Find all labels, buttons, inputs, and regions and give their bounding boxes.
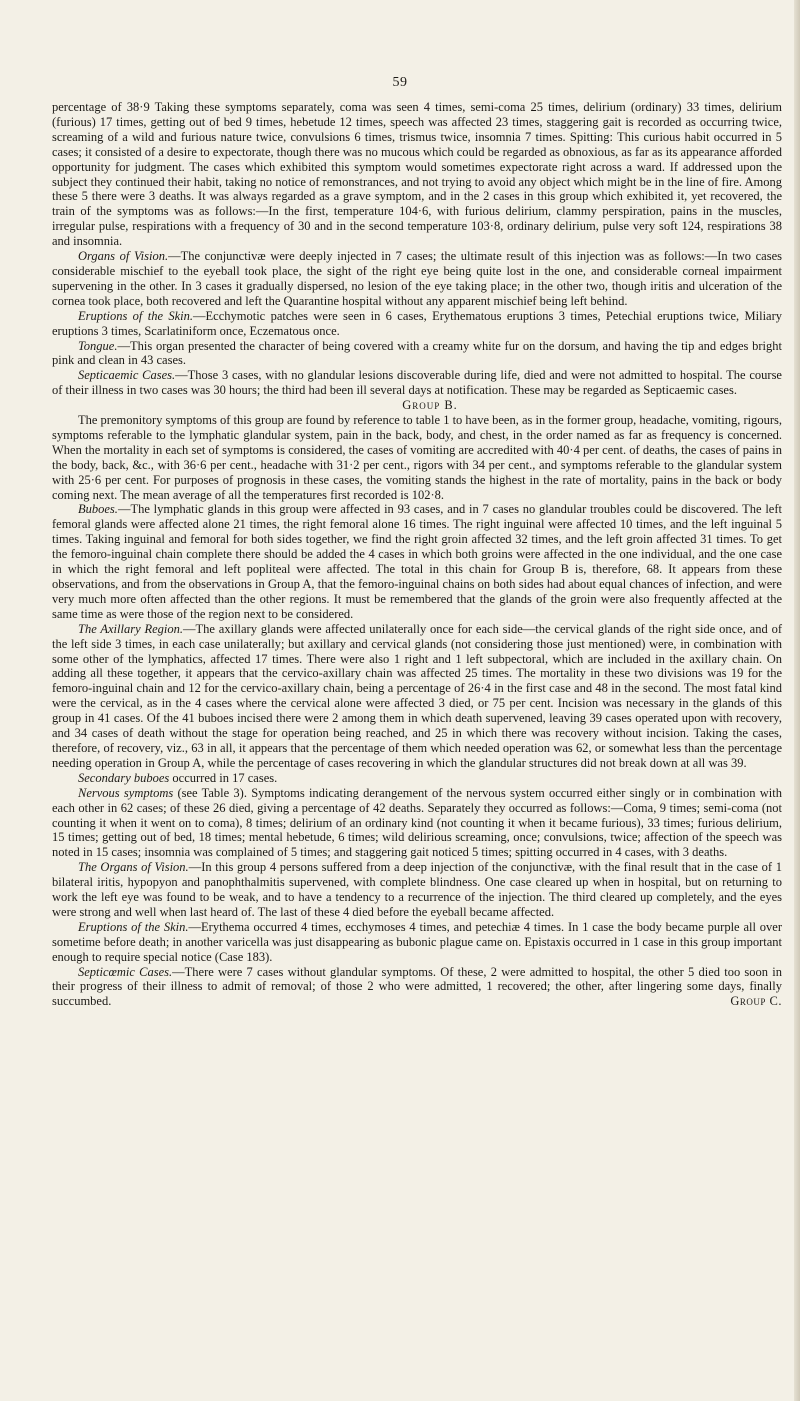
section-heading: Organs of Vision. — [78, 249, 169, 264]
section-heading: Septicœmic Cases. — [78, 964, 173, 979]
paragraph-text: —This organ presented the character of being covered with a creamy white fur on the dorsum, and having the tip and edges bright pink and clean in 43 cases. — [52, 338, 782, 368]
paragraph-text: —There were 7 cases without glandular symptoms. Of these, 2 were admitted to hospital, the other 5 died too soon in their progress of their illness to admit of removal; of those 2 who were admitted, 1 recovered; the other, after lingering some days, finally succumbed. — [52, 964, 782, 1009]
paragraph — [52, 920, 782, 965]
paragraph — [52, 309, 782, 339]
paragraph — [52, 860, 782, 920]
section-heading: Eruptions of the Skin. — [78, 919, 189, 934]
section-heading: Tongue. — [78, 338, 118, 353]
section-heading: Septicaemic Cases. — [78, 368, 176, 383]
section-heading: Eruptions of the Skin. — [78, 308, 194, 323]
paragraph-text: —The conjunctivæ were deeply injected in 7 cases; the ultimate result of this injection was as follows:—In two cases considerable mischief to the eyeball took place, the sight of the right eye being quite lost in the one, and considerable corneal impairment supervening in the other. In 3 cases it gradually dispersed, no lesion of the eye taking place; in the other two, though iritis and ulceration of the cornea took place, both recovered and left the Quarantine hospital without any apparent mischief being left behind. — [52, 249, 782, 308]
body-text — [52, 100, 782, 1009]
paragraph-text: —Erythema occurred 4 times, ecchymoses 4 times, and petechiæ 4 times. In 1 case the body became purple all over sometime before death; in another varicella was just disappearing as bubonic plague came on. Epistaxis occurred in 1 case in this group important enough to require special notice (Case 183). — [52, 919, 783, 964]
section-heading: Nervous symptoms — [78, 785, 174, 800]
paragraph — [52, 786, 782, 861]
section-heading: Secondary buboes — [78, 770, 170, 785]
paragraph: percentage of 38·9 Taking these symptoms separately, coma was seen 4 times, semi-coma 25 times, delirium (ordinary) 33 times, delirium (furious) 17 times, getting out of bed 9 times, hebetude 12 times, speech was affected 23 times, staggering gait is recorded as occurring twice, screaming of a wild and furious nature twice, convulsions 6 times, trismus twice, insomnia 7 times. Spitting: This curious habit occurred in 5 cases; it consisted of a desire to expectorate, though there was no mucous which could be regarded as obnoxious, as far as its appearance afforded opportunity for judgment. The cases which exhibited this symptom would sometimes expectorate right across a ward. If addressed upon the subject they continued their habit, taking no notice of remonstrances, and not trying to avoid any object which might be in the line of fire. Among these 5 there were 3 deaths. It was always regarded as a grave symptom, and in the 2 cases in this group which exhibited it, yet recovered, the train of the symptoms was as follows:—In the first, temperature 104·6, with furious delirium, clammy perspiration, pains in the muscles, irregular pulse, respirations with a frequency of 30 and in the second temperature 103·8, ordinary delirium, pulse very soft 124, respirations 38 and insomnia. — [52, 100, 782, 249]
group-heading: Group B. — [402, 398, 458, 413]
page-edge — [794, 0, 800, 1401]
paragraph: The premonitory symptoms of this group are found by reference to table 1 to have been, as in the former group, headache, vomiting, rigours, symptoms referable to the lymphatic glandular system, pain in the back, body, and chest, in the order named as far as frequency is concerned. When the mortality in each set of symptoms is considered, the cases of vomiting are accredited with 40·4 per cent. of deaths, the cases of pains in the body, back, &c., with 36·6 per cent., headache with 31·2 per cent., rigors with 34 per cent., and symptoms referable to the glandular system with 25·6 per cent. For purposes of prognosis in these cases, the vomiting stands the highest in the rate of mortality, pains in the back or body coming next. The mean average of all the temperatures first recorded is 102·8. — [52, 413, 782, 502]
paragraph-text: —Those 3 cases, with no glandular lesions discoverable during life, died and were not admitted to hospital. The course of their illness in two cases was 30 hours; the third had been ill several days at notification. These may be regarded as Septicaemic cases. — [52, 368, 782, 398]
paragraph — [52, 965, 782, 1010]
group-heading-next: Group C. — [730, 994, 782, 1009]
paragraph-text: (see Table 3). Symptoms indicating derangement of the nervous system occurred either singly or in combination with each other in 62 cases; of these 26 died, giving a percentage of 42 deaths. Separately they occurred as follows:—Coma, 9 times; semi-coma (not counting it when it went on to coma), 8 times; delirium of an ordinary kind (not counting it when it became furious), 33 times; furious delirium, 15 times; getting out of bed, 18 times; mental hebetude, 6 times; wild delirious screaming, once; convulsions, twice; affection of the speech was noted in 15 cases; insomnia was complained of 5 times; and staggering gait noticed 5 times; spitting occurred in 4 cases, with 3 deaths. — [52, 785, 782, 860]
paragraph — [52, 339, 782, 369]
paragraph-text: —The lymphatic glands in this group were affected in 93 cases, and in 7 cases no glandular troubles could be discovered. The left femoral glands were affected alone 21 times, the right femoral alone 16 times. The right inguinal were affected 10 times, and the left inguinal 5 times. Taking inguinal and femoral for both sides together, we find the right groin affected 32 times, and the left groin affected 31 times. To get the femoro-inguinal chain complete there should be added the 4 cases in which both groins were affected in the one individual, and the one case in which the right femoral and left popliteal were affected. The total in this chain for Group B is, therefore, 68. It appears from these observations, and from the observations in Group A, that the femoro-inguinal chains on both sides had about equal chances of infection, and were very much more often affected than the other regions. It must be remembered that the glands of the groin were also frequently affected at the same time as were those of the region next to be considered. — [52, 502, 782, 621]
paragraph-text: —Ecchymotic patches were seen in 6 cases, Erythematous eruptions 3 times, Petechial eruptions twice, Miliary eruptions 3 times, Scarlatiniform once, Eczematous once. — [52, 308, 783, 338]
paragraph-text: —The axillary glands were affected unilaterally once for each side—the cervical glands of the right side once, and of the left side 3 times, in each case unilaterally; but axillary and cervical glands (not considering those just mentioned) were, in combination with some other of the lymphatics, affected 17 times. There were also 1 right and 1 left subpectoral, which are included in the axillary chain. On adding all these together, it appears that the cervico-axillary chain was affected 25 times. The mortality in these two divisions was 19 for the femoro-inguinal chain and 12 for the cervico-axillary chain, being a percentage of 26·4 in the first case and 48 in the second. The most fatal kind were the cervical, as in the 4 cases where the cervical alone were affected 3 died, or 75 per cent. Incision was necessary in the glands of this group in 41 cases. Of the 41 buboes incised there were 2 among them in which death supervened, leaving 39 cases operated upon with recovery, and 34 cases of death without the stage for operation being reached, and 25 in which there was recovery without incision. Taking the cases, therefore, of recovery, viz., 63 in all, it appears that the percentage of them which needed operation was 62, or somewhat less than the percentage needing operation in Group A, while the percentage of cases recovering in which the glandular structures did not break down at all was 39. — [52, 621, 782, 770]
section-heading: Buboes. — [78, 502, 118, 517]
paragraph — [52, 622, 782, 771]
paragraph — [52, 502, 782, 621]
page-number: 59 — [392, 75, 408, 90]
paragraph — [52, 368, 782, 398]
section-heading: The Axillary Region. — [78, 621, 184, 636]
paragraph — [52, 249, 782, 309]
paragraph-text: —In this group 4 persons suffered from a deep injection of the conjunctivæ, with the final result that in the case of 1 bilateral iritis, hypopyon and panophthalmitis supervened, with complete blindness. One case cleared up when in hospital, but on returning to work the left eye was found to be weak, and to have a tendency to a recurrence of the injection. The third cleared up completely, and the eyes were strong and well when last heard of. The last of these 4 died before the eyeball became affected. — [52, 860, 782, 919]
section-heading: The Organs of Vision. — [78, 860, 189, 875]
paragraph — [52, 771, 782, 786]
paragraph-text: occurred in 17 cases. — [169, 770, 278, 785]
